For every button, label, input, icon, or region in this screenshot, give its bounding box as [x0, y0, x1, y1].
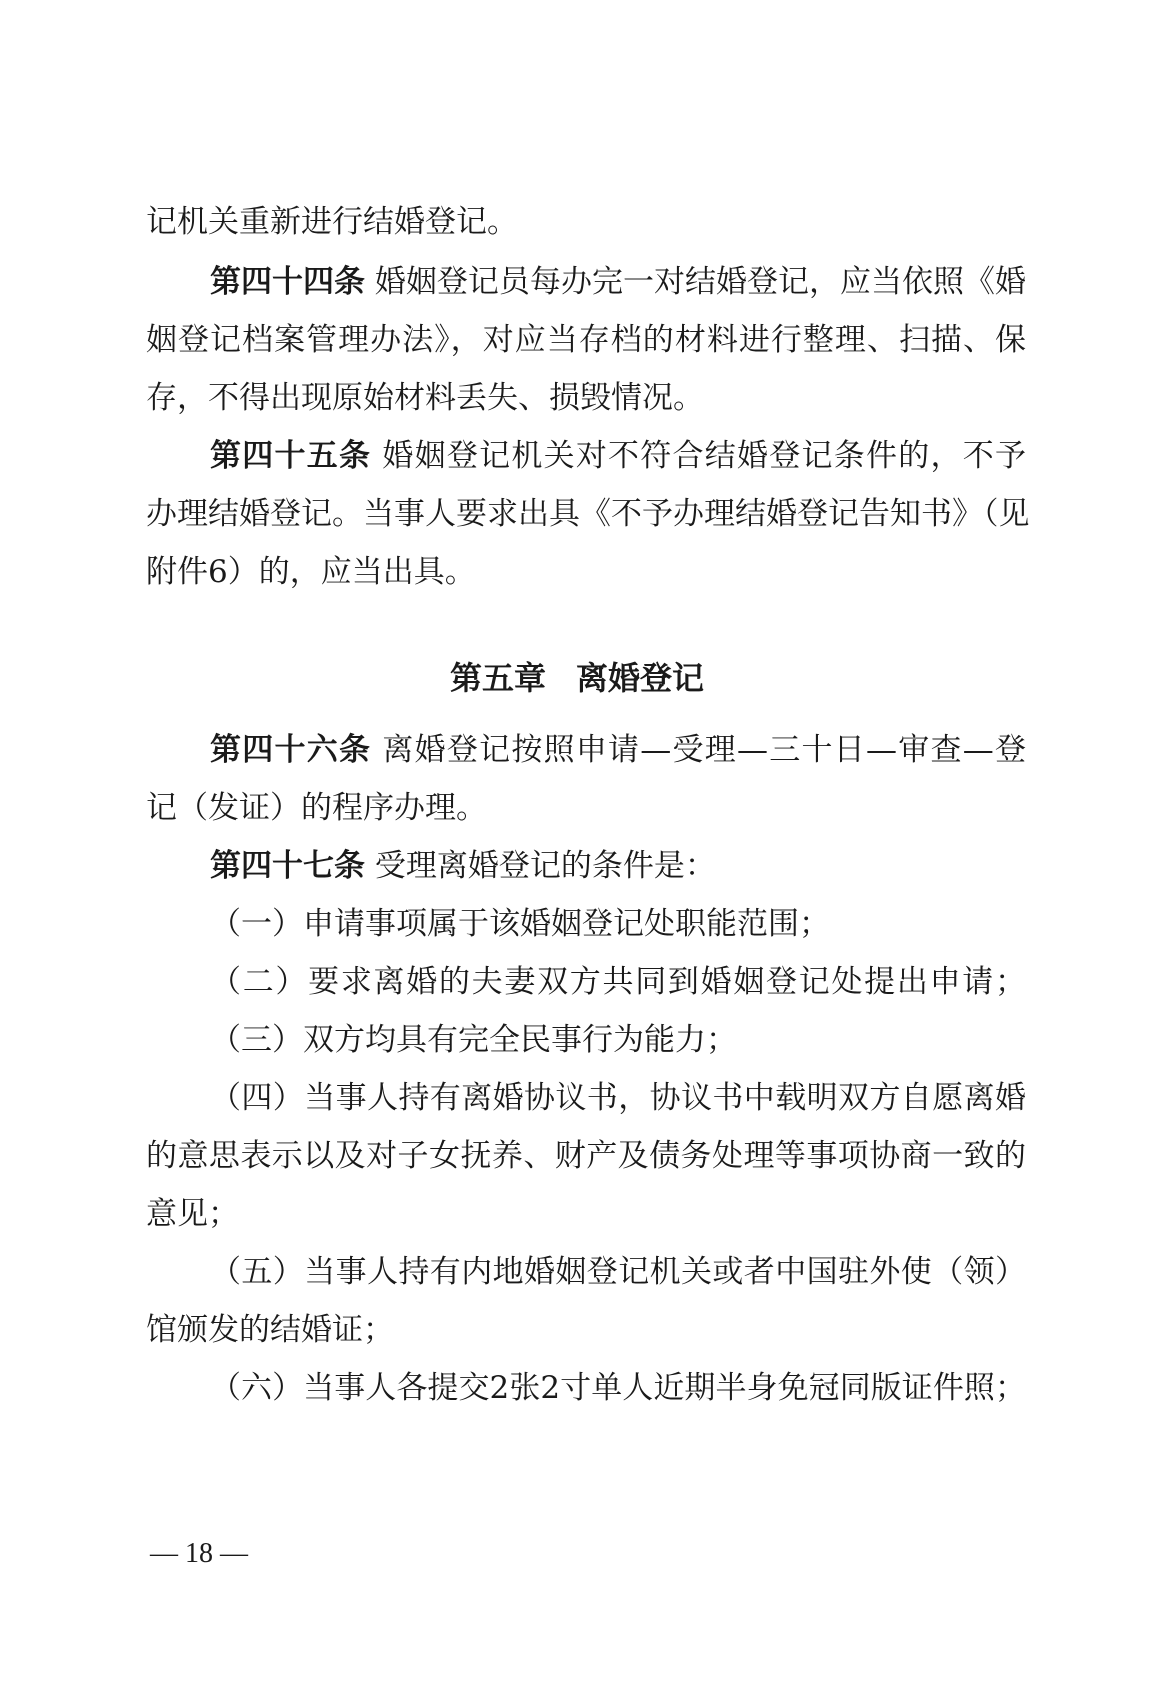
article-44-line: 第四十四条 婚姻登记员每办完一对结婚登记，应当依照《婚 — [210, 264, 1027, 300]
chapter-heading — [0, 658, 1154, 698]
article-47-line: 第四十七条 受理离婚登记的条件是： — [210, 848, 716, 884]
article-45-line: 第四十五条 婚姻登记机关对不符合结婚登记条件的，不予 — [210, 438, 1027, 474]
text-line: 办理结婚登记。当事人要求出具《不予办理结婚登记告知书》（见 — [146, 496, 1030, 532]
text-line: 记（发证）的程序办理。 — [146, 790, 487, 826]
list-item: （六）当事人各提交2张2寸单人近期半身免冠同版证件照； — [210, 1370, 1026, 1406]
article-number: 第四十六条 — [210, 732, 372, 768]
article-46-line: 第四十六条 离婚登记按照申请—受理—三十日—审查—登 — [210, 732, 1027, 768]
list-item: （五）当事人持有内地婚姻登记机关或者中国驻外使（领） — [210, 1254, 1026, 1290]
chapter-title: 离婚登记 — [576, 659, 705, 697]
text-line: 姻登记档案管理办法》，对应当存档的材料进行整理、扫描、保 — [146, 322, 1026, 358]
article-number: 第四十四条 — [210, 264, 366, 300]
list-item: （三）双方均具有完全民事行为能力； — [210, 1022, 737, 1058]
text-line: 存，不得出现原始材料丢失、损毁情况。 — [146, 380, 704, 416]
text-line: 记机关重新进行结婚登记。 — [146, 204, 518, 240]
text-line: 的意思表示以及对子女抚养、财产及债务处理等事项协商一致的 — [146, 1138, 1026, 1174]
text-line: 馆颁发的结婚证； — [146, 1312, 394, 1348]
article-number: 第四十七条 — [210, 848, 365, 884]
text-line: 附件6）的，应当出具。 — [146, 554, 476, 590]
article-number: 第四十五条 — [210, 438, 372, 474]
page-number: — 18 — — [150, 1538, 248, 1569]
list-item: （四）当事人持有离婚协议书，协议书中载明双方自愿离婚 — [210, 1080, 1026, 1116]
list-item: （一）申请事项属于该婚姻登记处职能范围； — [210, 906, 830, 942]
list-item: （二）要求离婚的夫妻双方共同到婚姻登记处提出申请； — [210, 964, 1026, 1000]
chapter-number: 第五章 — [449, 659, 546, 697]
text-line: 意见； — [146, 1196, 239, 1232]
